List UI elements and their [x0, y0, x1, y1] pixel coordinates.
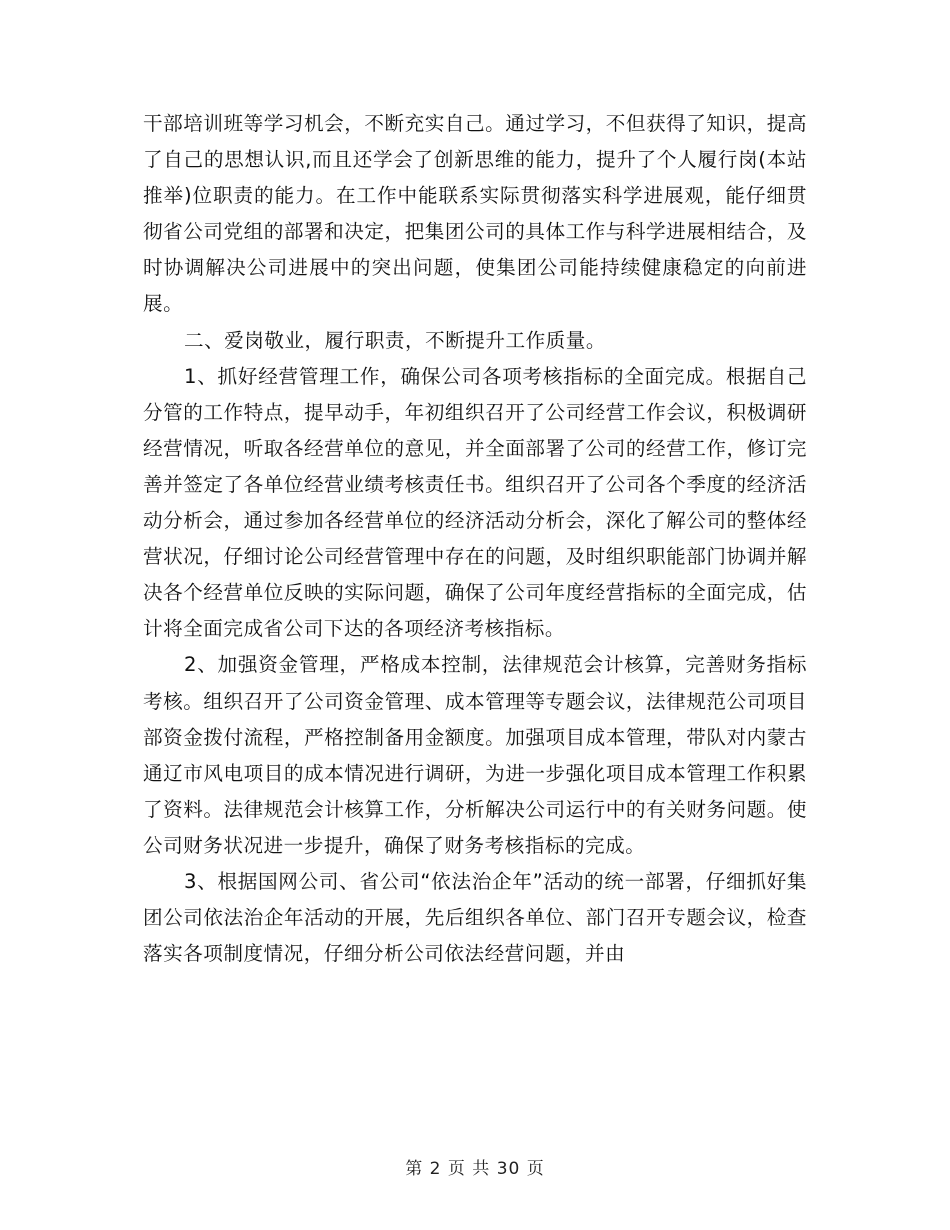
- page-footer: [0, 1154, 950, 1179]
- paragraph-item-1: 1、抓好经营管理工作，确保公司各项考核指标的全面完成。根据自己分管的工作特点，提早动手，年初组织召开了公司经营工作会议，积极调研经营情况，听取各经营单位的意见，并全面部署了公司的经营工作，修订完善并签定了各单位经营业绩考核责任书。组织召开了公司各个季度的经济活动分析会，通过参加各经营单位的经济活动分析会，深化了解公司的整体经营状况，仔细讨论公司经营管理中存在的问题，及时组织职能部门协调并解决各个经营单位反映的实际问题，确保了公司年度经营指标的全面完成，估计将全面完成省公司下达的各项经济考核指标。: [143, 364, 807, 641]
- document-body: [143, 106, 807, 972]
- section-heading-2: 二、爱岗敬业，履行职责，不断提升工作质量。: [184, 328, 606, 352]
- paragraph-continuation: 干部培训班等学习机会，不断充实自己。通过学习，不但获得了知识，提高了自己的思想认识,而且还学会了创新思维的能力，提升了个人履行岗(本站 推举)位职责的能力。在工作中能联系实际贯彻落实科学进展观，能仔细贯彻省公司党组的部署和决定，把集团公司的具体工作与科学进展相结合，及时协调解决公司进展中的突出问题，使集团公司能持续健康稳定的向前进展。: [143, 112, 807, 316]
- page-number-label: 第 2 页 共 30 页: [405, 1159, 545, 1179]
- paragraph-item-3: 3、根据国网公司、省公司“依法治企年”活动的统一部署，仔细抓好集团公司依法治企年活动的开展，先后组织各单位、部门召开专题会议，检查落实各项制度情况，仔细分析公司依法经营问题，并由: [143, 869, 807, 966]
- paragraph-item-2: 2、加强资金管理，严格成本控制，法律规范会计核算，完善财务指标考核。组织召开了公司资金管理、成本管理等专题会议，法律规范公司项目部资金拨付流程，严格控制备用金额度。加强项目成本管理，带队对内蒙古通辽市风电项目的成本情况进行调研，为进一步强化项目成本管理工作积累了资料。法律规范会计核算工作，分析解决公司运行中的有关财务问题。使公司财务状况进一步提升，确保了财务考核指标的完成。: [143, 653, 807, 857]
